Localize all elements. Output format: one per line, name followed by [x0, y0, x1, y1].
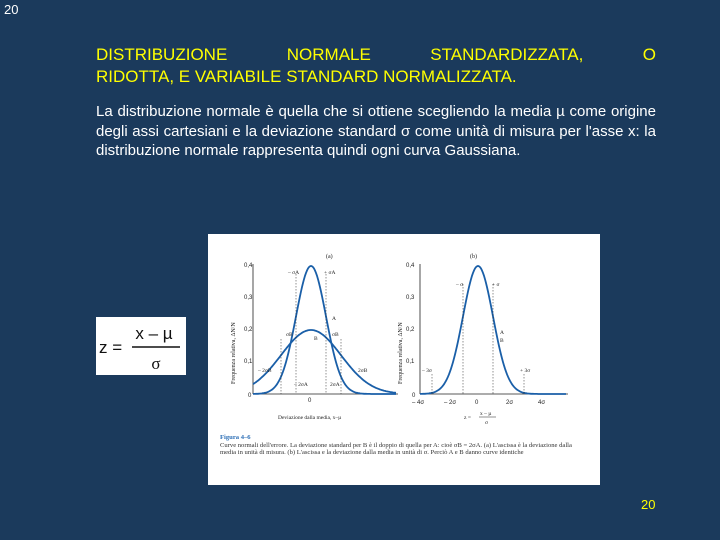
panel-a-annotation: – σA: [288, 270, 300, 276]
panel-b-xtick: 0: [475, 400, 479, 406]
panel-a-label: (a): [326, 254, 333, 260]
panel-a-annotation: B: [314, 336, 318, 342]
panel-b-xlabel-den: σ: [485, 420, 488, 426]
panel-b-ytick: 0,2: [406, 327, 415, 333]
panel-a-curve-a: [253, 266, 396, 394]
title-line-1: DISTRIBUZIONE NORMALE STANDARDIZZATA, O: [96, 45, 656, 64]
panel-a-ytick: 0,4: [244, 263, 253, 269]
formula-numerator: x – µ: [135, 324, 173, 343]
panel-b-annotation: B: [500, 338, 504, 344]
panel-a-annotation: + σA: [324, 270, 336, 276]
textbook-figure: [208, 234, 600, 485]
panel-b-annotation: – 3σ: [422, 368, 432, 374]
panel-b-xtick: 4σ: [538, 400, 546, 406]
panel-b-xtick: – 4σ: [412, 400, 425, 406]
panel-a-annotation: – 2σB: [258, 368, 272, 374]
panel-b-ylabel: Frequenza relativa, ΔN/N: [398, 322, 404, 384]
panel-a-curve-b: [253, 330, 396, 393]
formula-svg: [96, 317, 186, 375]
figure-svg: [208, 234, 600, 434]
formula-denominator: σ: [151, 354, 161, 373]
panel-b-label: (b): [470, 254, 477, 260]
formula-box: [96, 317, 186, 375]
panel-b-annotation: + 3σ: [520, 368, 531, 374]
panel-b-annotation: + σ: [492, 282, 500, 288]
caption-body: Curve normali dell'errore. La deviazione standard per B è il doppio di quella per A: cioè σB = 2σA. (a) L'ascissa è la deviazione dalla media in unità di misura. (b) L'ascissa e la deviazione dalla media in unità di σ. Perciò A e B danno curve identiche: [220, 441, 572, 457]
panel-a-annotation: σB: [286, 332, 293, 338]
panel-b-xlabel-lhs: z =: [464, 415, 471, 421]
panel-a-ylabel: Frequenza relativa, ΔN/N: [231, 322, 237, 384]
panel-b-ytick: 0,4: [406, 263, 415, 269]
panel-a-annotation: σB: [332, 332, 339, 338]
panel-a-annotation: 2σB: [358, 368, 368, 374]
panel-b-xlabel-num: x – µ: [480, 411, 492, 417]
panel-b-xtick: 2σ: [506, 400, 514, 406]
figure-caption: [220, 434, 586, 457]
panel-a-ytick: 0,1: [244, 359, 253, 365]
caption-heading: Figura 4–6: [220, 434, 251, 441]
formula-lhs: z =: [99, 338, 123, 357]
panel-b-xtick: – 2σ: [444, 400, 457, 406]
panel-a-xlabel: Deviazione dalla media, x–µ: [278, 415, 342, 421]
panel-a-ytick: 0,3: [244, 295, 253, 301]
panel-b-annotation: – σ: [456, 282, 464, 288]
slide-title: [96, 44, 656, 88]
body-paragraph: La distribuzione normale è quella che si ottiene scegliendo la media µ come origine degli assi cartesiani e la deviazione standard σ come unità di misura per l'asse x: la distribuzione normale rappresenta quindi ogni curva Gaussiana.: [96, 103, 656, 159]
panel-b-annotation: A: [500, 330, 504, 336]
title-line-2: RIDOTTA, E VARIABILE STANDARD NORMALIZZATA.: [96, 67, 517, 86]
slide-number-corner: 20: [4, 2, 19, 17]
panel-a-ytick: 0: [248, 393, 252, 399]
panel-b-ytick: 0: [412, 393, 416, 399]
panel-a-ytick: 0,2: [244, 327, 253, 333]
panel-a-annotation: – 2σA: [294, 382, 308, 388]
page-number: 20: [641, 497, 656, 512]
panel-a-annotation: 2σA: [330, 382, 340, 388]
panel-b-ytick: 0,1: [406, 359, 415, 365]
panel-a-xtick: 0: [308, 398, 312, 404]
panel-a-annotation: A: [332, 316, 336, 322]
panel-b-ytick: 0,3: [406, 295, 415, 301]
